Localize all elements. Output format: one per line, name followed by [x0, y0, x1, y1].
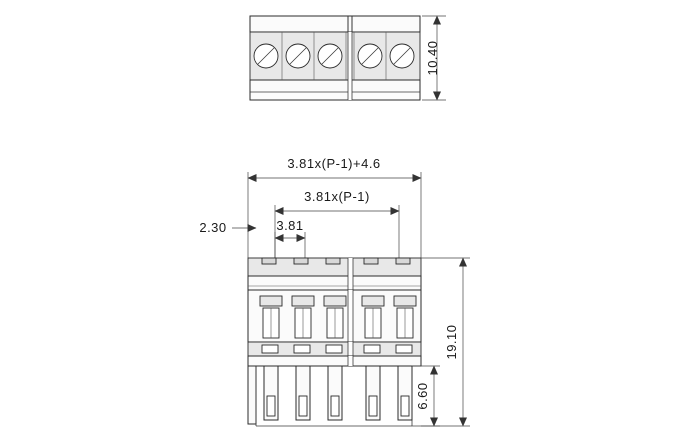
- screw-head-2: [286, 44, 310, 68]
- flange-window-5: [396, 345, 412, 353]
- dim-label-10-40: 10.40: [425, 40, 440, 76]
- cap-notch-1: [262, 258, 276, 264]
- clamp-module-1: [260, 296, 282, 338]
- pin-5: [398, 366, 412, 420]
- top-view-lower-break: [348, 80, 352, 100]
- cap-notch-4: [364, 258, 378, 264]
- pin-4: [366, 366, 380, 420]
- screw-head-5: [390, 44, 414, 68]
- dim-label-6-60: 6.60: [415, 382, 430, 410]
- pin-1: [264, 366, 278, 420]
- screw-head-3: [318, 44, 342, 68]
- skirt-break: [348, 356, 353, 366]
- front-view-cap-break: [348, 258, 353, 290]
- clamp-module-4: [362, 296, 384, 338]
- flange-window-1: [262, 345, 278, 353]
- cap-notch-2: [294, 258, 308, 264]
- top-view-group: [250, 16, 446, 100]
- top-view-break-gap: [348, 16, 352, 32]
- front-view-flange-break: [348, 342, 353, 356]
- top-view-upper-strip: [250, 16, 420, 32]
- cap-notch-3: [326, 258, 340, 264]
- clamp-module-5: [394, 296, 416, 338]
- screw-head-1: [254, 44, 278, 68]
- cap-notch-5: [396, 258, 410, 264]
- top-view-band-break: [348, 32, 352, 80]
- flange-window-4: [364, 345, 380, 353]
- flange-window-3: [326, 345, 342, 353]
- front-view-group: [199, 156, 470, 426]
- flange-window-2: [294, 345, 310, 353]
- clamp-module-2: [292, 296, 314, 338]
- dim-label-19-10: 19.10: [444, 324, 459, 360]
- pin-2: [296, 366, 310, 420]
- top-view-lower-strip: [250, 80, 420, 100]
- front-view-body-break: [348, 290, 353, 342]
- screw-head-4: [358, 44, 382, 68]
- dim-label-pitch: 3.81: [276, 218, 304, 233]
- pin-3: [328, 366, 342, 420]
- clamp-module-3: [324, 296, 346, 338]
- front-view-upper-shoulder: [248, 276, 421, 290]
- front-view-skirt-band: [248, 356, 421, 366]
- dim-label-pitch-span: 3.81x(P-1): [304, 189, 370, 204]
- dim-label-edge-offset: 2.30: [199, 220, 227, 235]
- dim-label-overall-width: 3.81x(P-1)+4.6: [287, 156, 381, 171]
